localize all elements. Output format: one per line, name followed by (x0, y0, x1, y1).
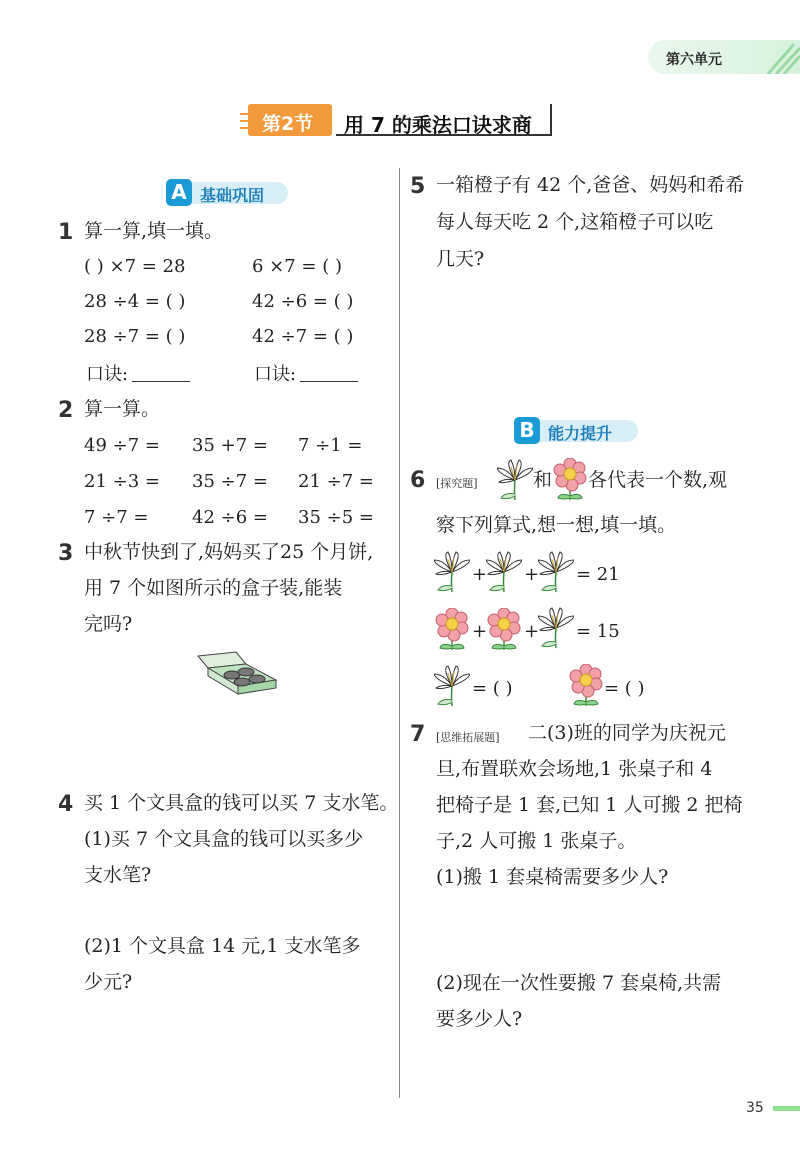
lily-flower-icon (497, 458, 533, 502)
stripes-decoration-icon (760, 40, 800, 74)
question-tag: [探究题] (436, 477, 478, 490)
question-text: 几天? (436, 248, 485, 270)
lily-flower-icon (434, 550, 470, 594)
calc-item: 35 ÷7 = (192, 471, 268, 492)
mooncake-box-icon (192, 650, 282, 700)
unit-tab (648, 40, 800, 74)
banner-letter: B (514, 417, 540, 444)
mnemonic-label: 口诀: (254, 364, 297, 385)
section-badge (248, 104, 332, 136)
question-text: 子,2 人可搬 1 张桌子。 (436, 830, 637, 852)
lily-flower-icon (434, 664, 470, 708)
plus-sign: + (472, 564, 488, 585)
equation: 28 ÷4 = ( ) (84, 291, 186, 312)
equation: 42 ÷6 = ( ) (252, 291, 354, 312)
plus-sign: + (524, 621, 540, 642)
banner-letter: A (166, 179, 192, 206)
pink-flower-icon (568, 664, 604, 708)
question-tag: [思维拓展题] (436, 731, 500, 744)
unit-tab-label: 第六单元 (666, 52, 722, 68)
plus-sign: + (472, 621, 488, 642)
question-text: 把椅子是 1 套,已知 1 人可搬 2 把椅 (436, 794, 743, 816)
plus-sign: + (524, 564, 540, 585)
pink-flower-icon (552, 458, 588, 502)
calc-item: 42 ÷6 = (192, 507, 268, 528)
equation-result: = 21 (576, 564, 620, 585)
question-text: 二(3)班的同学为庆祝元 (528, 722, 726, 744)
calc-item: 21 ÷3 = (84, 471, 160, 492)
banner-label: 基础巩固 (200, 186, 265, 205)
equation: 42 ÷7 = ( ) (252, 326, 354, 347)
question-text: 完吗? (84, 613, 133, 635)
question-text: 察下列算式,想一想,填一填。 (436, 514, 677, 536)
question-text: 各代表一个数,观 (588, 469, 728, 491)
question-number: 7 (410, 722, 426, 747)
section-badge-label: 第2节 (262, 113, 314, 135)
section-title: 用 7 的乘法口诀求商 (344, 113, 532, 137)
banner-basic (166, 180, 288, 206)
question-text: 要多少人? (436, 1008, 523, 1030)
column-divider (399, 168, 400, 1098)
mnemonic-label: 口诀: (86, 364, 129, 385)
question-number: 1 (58, 220, 74, 245)
question-text: 买 1 个文具盒的钱可以买 7 支水笔。 (84, 792, 399, 814)
question-text: 支水笔? (84, 864, 152, 886)
banner-label: 能力提升 (548, 424, 613, 443)
question-number: 2 (58, 398, 74, 423)
question-number: 6 (410, 468, 426, 493)
answer-blank[interactable]: = ( ) (604, 678, 645, 699)
question-text: 每人每天吃 2 个,这箱橙子可以吃 (436, 211, 714, 233)
section-title-box (336, 104, 552, 136)
equation: ( ) ×7 = 28 (84, 256, 186, 277)
question-text: (2)1 个文具盒 14 元,1 支水笔多 (84, 935, 361, 957)
question-prompt: 算一算。 (84, 398, 161, 420)
lily-flower-icon (486, 550, 522, 594)
lily-flower-icon (538, 550, 574, 594)
question-text: (1)买 7 个文具盒的钱可以买多少 (84, 828, 364, 850)
question-number: 3 (58, 541, 74, 566)
calc-item: 7 ÷7 = (84, 507, 149, 528)
equation: 28 ÷7 = ( ) (84, 326, 186, 347)
question-text: 用 7 个如图所示的盒子装,能装 (84, 577, 343, 599)
question-text: 少元? (84, 971, 133, 993)
question-number: 5 (410, 174, 426, 199)
mnemonic-blank[interactable] (300, 366, 358, 382)
calc-item: 35 ÷5 = (298, 507, 374, 528)
page-number-bar (773, 1106, 800, 1111)
question-text: 一箱橙子有 42 个,爸爸、妈妈和希希 (436, 174, 745, 196)
calc-item: 7 ÷1 = (298, 435, 363, 456)
question-text: (1)搬 1 套桌椅需要多少人? (436, 866, 669, 888)
question-text: 中秋节快到了,妈妈买了25 个月饼, (84, 541, 374, 563)
question-number: 4 (58, 792, 74, 817)
lily-flower-icon (538, 606, 574, 650)
question-text: 旦,布置联欢会场地,1 张桌子和 4 (436, 758, 713, 780)
equation-result: = 15 (576, 621, 620, 642)
pink-flower-icon (486, 608, 522, 652)
calc-item: 21 ÷7 = (298, 471, 374, 492)
mnemonic-blank[interactable] (132, 366, 190, 382)
calc-item: 49 ÷7 = (84, 435, 160, 456)
banner-ability (514, 418, 638, 444)
question-text: 和 (533, 469, 553, 491)
question-text: (2)现在一次性要搬 7 套桌椅,共需 (436, 972, 722, 994)
calc-item: 35 +7 = (192, 435, 268, 456)
question-prompt: 算一算,填一填。 (84, 220, 224, 242)
page-number: 35 (746, 1100, 764, 1116)
equation: 6 ×7 = ( ) (252, 256, 342, 277)
answer-blank[interactable]: = ( ) (472, 678, 513, 699)
pink-flower-icon (434, 608, 470, 652)
